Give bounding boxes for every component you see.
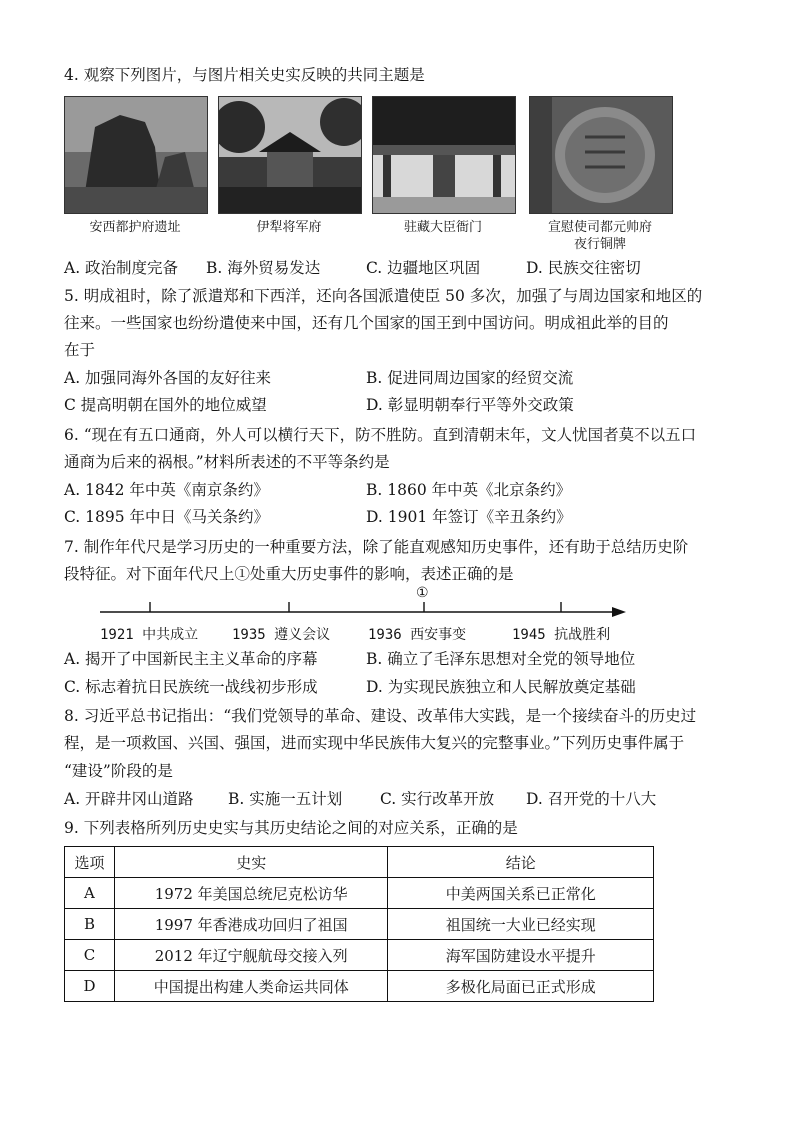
table-header: 结论 bbox=[388, 847, 654, 878]
timeline-event: 1945 抗战胜利 bbox=[512, 627, 611, 643]
photo-caption: 夜行铜牌 bbox=[573, 237, 626, 252]
option-a: A. 开辟井冈山道路 bbox=[64, 790, 194, 808]
table-row bbox=[65, 909, 654, 940]
option-d: D. 彰显明朝奉行平等外交政策 bbox=[366, 396, 574, 414]
q6-line: 通商为后来的祸根。”材料所表述的不平等条约是 bbox=[64, 453, 390, 471]
table-cell: 2012 年辽宁舰航母交接入列 bbox=[114, 940, 388, 971]
table-cell: B bbox=[65, 909, 115, 940]
option-c: C. 1895 年中日《马关条约》 bbox=[64, 508, 270, 526]
option-a: A. 政治制度完备 bbox=[64, 259, 179, 277]
table-cell: 祖国统一大业已经实现 bbox=[388, 909, 654, 940]
option-d: D. 召开党的十八大 bbox=[526, 790, 657, 808]
option-b: B. 1860 年中英《北京条约》 bbox=[366, 481, 572, 499]
option-a: A. 加强同海外各国的友好往来 bbox=[64, 369, 272, 387]
table-cell: 1997 年香港成功回归了祖国 bbox=[114, 909, 388, 940]
option-d: D. 为实现民族独立和人民解放奠定基础 bbox=[366, 678, 636, 696]
q8-line: 8. 习近平总书记指出：“我们党领导的革命、建设、改革伟大实践，是一个接续奋斗的历史过 bbox=[64, 707, 697, 725]
table-cell: A bbox=[65, 878, 115, 909]
q7-line: 段特征。对下面年代尺上①处重大历史事件的影响，表述正确的是 bbox=[64, 565, 514, 583]
gate-photo bbox=[372, 96, 516, 214]
q4-stem: 4. 观察下列图片，与图片相关史实反映的共同主题是 bbox=[64, 66, 425, 84]
photo-caption: 宣慰使司都元帅府 bbox=[547, 220, 652, 235]
q5-line: 往来。一些国家也纷纷遣使来中国，还有几个国家的国王到中国访问。明成祖此举的目的 bbox=[64, 314, 669, 332]
table-header: 史实 bbox=[114, 847, 388, 878]
option-b: B. 确立了毛泽东思想对全党的领导地位 bbox=[366, 650, 636, 668]
table-cell: 多极化局面已正式形成 bbox=[388, 971, 654, 1002]
timeline-marker: ① bbox=[416, 585, 429, 601]
timeline-event: 1935 遵义会议 bbox=[232, 627, 331, 643]
bronze-plaque-photo bbox=[529, 96, 673, 214]
option-b: B. 实施一五计划 bbox=[228, 790, 343, 808]
option-c: C. 标志着抗日民族统一战线初步形成 bbox=[64, 678, 318, 696]
table-row bbox=[65, 878, 654, 909]
photo-caption: 驻藏大臣衙门 bbox=[403, 220, 482, 235]
option-d: D. 1901 年签订《辛丑条约》 bbox=[366, 508, 572, 526]
pavilion-photo bbox=[218, 96, 362, 214]
table-row bbox=[65, 971, 654, 1002]
table-cell: 中美两国关系已正常化 bbox=[388, 878, 654, 909]
timeline-event: 1921 中共成立 bbox=[100, 627, 199, 643]
table-header: 选项 bbox=[65, 847, 115, 878]
table-cell: 1972 年美国总统尼克松访华 bbox=[114, 878, 388, 909]
photo-caption: 伊犁将军府 bbox=[256, 220, 322, 235]
option-b: B. 促进同周边国家的经贸交流 bbox=[366, 369, 574, 387]
table-cell: C bbox=[65, 940, 115, 971]
option-d: D. 民族交往密切 bbox=[526, 259, 641, 277]
option-a: A. 揭开了中国新民主主义革命的序幕 bbox=[64, 650, 318, 668]
table-cell: 中国提出构建人类命运共同体 bbox=[114, 971, 388, 1002]
q5-line: 在于 bbox=[64, 341, 96, 359]
q8-line: 程，是一项救国、兴国、强国，进而实现中华民族伟大复兴的完整事业。”下列历史事件属于 bbox=[64, 734, 685, 752]
q5-line: 5. 明成祖时，除了派遣郑和下西洋，还向各国派遣使臣 50 多次，加强了与周边国家和地区的 bbox=[64, 287, 703, 305]
q8-line: “建设”阶段的是 bbox=[64, 762, 173, 780]
option-b: B. 海外贸易发达 bbox=[206, 259, 321, 277]
option-c: C. 边疆地区巩固 bbox=[366, 259, 481, 277]
q9-table bbox=[64, 846, 654, 1002]
option-c: C 提高明朝在国外的地位威望 bbox=[64, 396, 267, 414]
ruins-photo bbox=[64, 96, 208, 214]
timeline-axis bbox=[64, 582, 644, 622]
timeline-event: 1936 西安事变 bbox=[368, 627, 467, 643]
q7-line: 7. 制作年代尺是学习历史的一种重要方法，除了能直观感知历史事件，还有助于总结历史阶 bbox=[64, 538, 689, 556]
table-header-row bbox=[65, 847, 654, 878]
photo-caption: 安西都护府遗址 bbox=[89, 220, 181, 235]
option-a: A. 1842 年中英《南京条约》 bbox=[64, 481, 269, 499]
table-row bbox=[65, 940, 654, 971]
option-c: C. 实行改革开放 bbox=[380, 790, 495, 808]
table-cell: 海军国防建设水平提升 bbox=[388, 940, 654, 971]
table-cell: D bbox=[65, 971, 115, 1002]
q9-stem: 9. 下列表格所列历史史实与其历史结论之间的对应关系，正确的是 bbox=[64, 819, 518, 837]
q6-line: 6. “现在有五口通商，外人可以横行天下，防不胜防。直到清朝末年，文人忧国者莫不以五口 bbox=[64, 426, 697, 444]
